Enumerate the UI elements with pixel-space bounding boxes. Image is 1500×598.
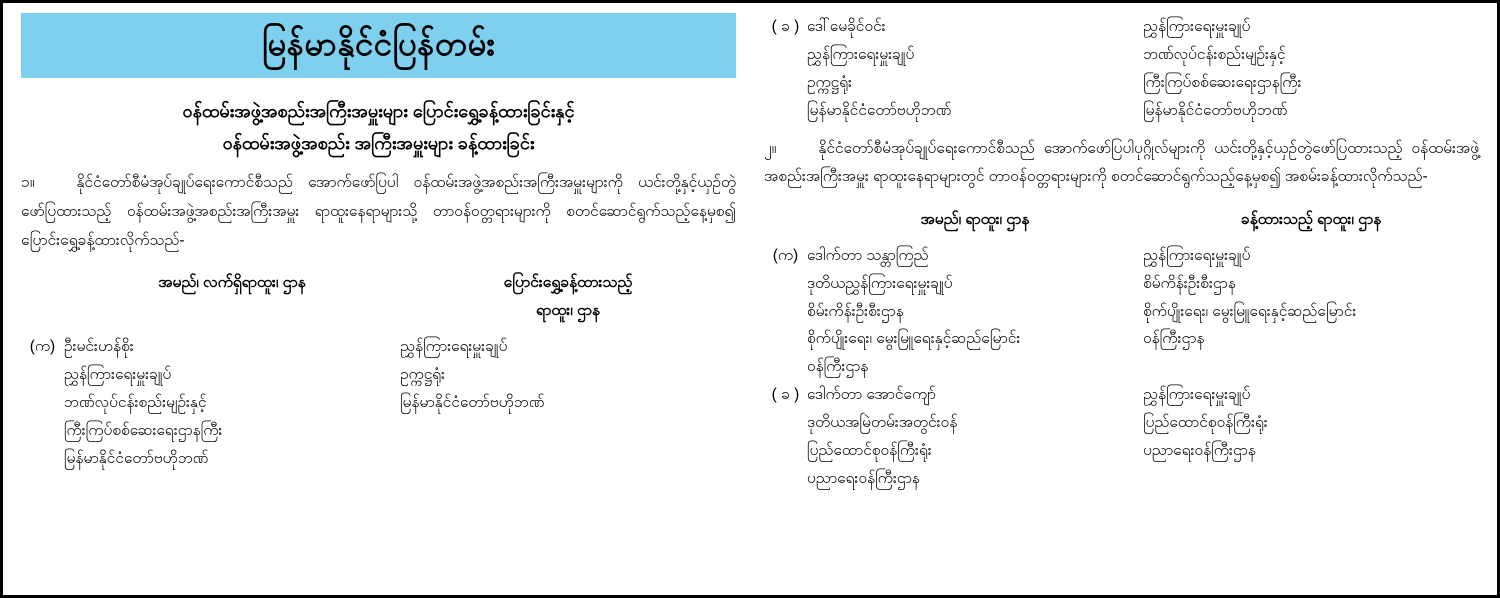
row-new-post (1143, 381, 1479, 493)
row-current-post (807, 13, 1143, 125)
row-current-line: ဥက္ကဋ္ဌရုံး (806, 73, 852, 91)
left-header-new-line-1: ပြောင်းရွှေ့ခန့်ထားသည့် (503, 274, 633, 292)
right-listing-table (764, 206, 1479, 493)
table-row (764, 242, 1479, 381)
row-current-line: ပညာရေးဝန်ကြီးဌာန (806, 469, 920, 487)
row-current-line: စိမ်းကိန်းဦးစီးဌာန (806, 302, 904, 320)
row-current-line: ညွှန်ကြားရေးမှူးချုပ် (63, 365, 172, 383)
paragraph-2-text: နိုင်ငံတော်စီမံအုပ်ချုပ်ရေးကောင်စီသည် အောက်ဖော်ပြပါပုဂ္ဂိုလ်များကို ယင်းတို့နှင့်ယှဉ်တွဲဖော်ပြထားသည့် ဝန်ထမ်းအဖွဲ့အစည်းအကြီးအမှူး ရာထူးနေရာများတွင် တာဝန်ဝတ္တရားများကို စတင်ဆောင်ရွက်သည့်နေ့မှစ၍ အစမ်းခန့်ထားလိုက်သည်- (764, 139, 1479, 186)
row-current-post (807, 381, 1143, 493)
row-new-line: စိမ်ကိန်းဦးစီးဌာန (1142, 274, 1236, 292)
title-banner (21, 13, 736, 78)
left-column (13, 9, 750, 589)
left-header-new-line-2: ရာထူး၊ ဌာန (536, 302, 600, 320)
right-header-label-cell (764, 206, 807, 242)
table-row (764, 381, 1479, 493)
paragraph-1 (21, 169, 736, 255)
document-subtitle (21, 96, 736, 159)
row-current-line: ဒေါက်တာ အောင်ကျော် (806, 386, 936, 404)
left-table-header-row (21, 269, 736, 333)
paragraph-2 (764, 135, 1479, 192)
table-row (764, 13, 1479, 125)
left-listing-table (21, 269, 736, 472)
row-current-line: ဦးမင်းဟန်စိုး (63, 338, 134, 356)
row-label: (က) (29, 338, 56, 356)
row-new-line: ဘဏ်လုပ်ငန်းစည်းမျဉ်းနှင့် (1142, 45, 1286, 63)
row-current-post (807, 242, 1143, 381)
row-current-line: စိုက်ပျိုးရေး၊ မွေးမြူရေးနှင့်ဆည်မြောင်း (806, 330, 1021, 348)
left-header-new (400, 269, 736, 333)
row-current-line: ညွှန်ကြားရေးမှူးချုပ် (806, 45, 915, 63)
two-column-layout (3, 3, 1497, 595)
row-new-line: ညွှန်ကြားရေးမှူးချုပ် (399, 338, 508, 356)
page-title: မြန်မာနိုင်ငံပြန်တမ်း (261, 25, 496, 62)
row-current-line: ဒုတိယညွှန်ကြားရေးမှူးချုပ် (806, 274, 953, 292)
row-current-line: မြန်မာနိုင်ငံတော်ဗဟိုဘဏ် (806, 101, 952, 119)
subtitle-line-2: ဝန်ထမ်းအဖွဲ့အစည်း အကြီးအမှူးများ ခန့်ထားခြင်း (222, 132, 535, 153)
row-new-line: မြန်မာနိုင်ငံတော်ဗဟိုဘဏ် (1142, 101, 1288, 119)
row-label: ( ခ ) (771, 18, 800, 35)
paragraph-2-number: ၂။ (764, 139, 777, 157)
row-new-line: ညွှန်ကြားရေးမှူးချုပ် (1142, 246, 1251, 264)
row-current-line: ဒေါ်မေခိုင်ဝင်း (806, 18, 886, 35)
row-current-line: ပြည်ထောင်စုဝန်ကြီးရုံး (806, 442, 932, 460)
subtitle-line-1: ဝန်ထမ်းအဖွဲ့အစည်းအကြီးအမှူးများ ပြောင်းရွှေ့ခန့်ထားခြင်းနှင့် (182, 101, 575, 122)
row-current-line: မြန်မာနိုင်ငံတော်ဗဟိုဘဏ် (63, 449, 209, 467)
paragraph-1-text: နိုင်ငံတော်စီမံအုပ်ချုပ်ရေးကောင်စီသည် အောက်ဖော်ပြပါ ဝန်ထမ်းအဖွဲ့အစည်းအကြီးအမှူးများကို ယင်းတို့နှင့်ယှဉ်တွဲဖော်ပြထားသည့် ဝန်ထမ်းအဖွဲ့အစည်းအကြီးအမှူး ရာထူးနေရာများသို့ တာဝန်ဝတ္တရားများကို စတင်ဆောင်ရွက်သည့်နေ့မှစ၍ ပြောင်းရွှေ့ခန့်ထားလိုက်သည်- (21, 174, 736, 249)
row-current-post (64, 333, 400, 472)
row-new-post (400, 333, 736, 472)
row-new-line: စိုက်ပျိုးရေး၊ မွေးမြူရေးနှင့်ဆည်မြောင်း (1142, 302, 1357, 320)
left-header-label-cell (21, 269, 64, 333)
row-label: (က) (772, 246, 799, 264)
row-current-line: ဒုတိယအမြဲတမ်းအတွင်းဝန် (806, 414, 958, 432)
left-header-current: အမည်၊ လက်ရှိရာထူး၊ ဌာန (158, 274, 306, 292)
row-new-line: ညွှန်ကြားရေးမှူးချုပ် (1142, 18, 1251, 35)
row-label: ( ခ ) (771, 386, 800, 404)
paragraph-1-number: ၁။ (21, 174, 35, 192)
row-new-line: ကြီးကြပ်စစ်ဆေးရေးဌာနကြီး (1142, 73, 1302, 91)
row-new-post (1143, 242, 1479, 381)
row-new-line: မြန်မာနိုင်ငံတော်ဗဟိုဘဏ် (399, 393, 545, 411)
right-table-header-row (764, 206, 1479, 242)
right-continued-table (764, 13, 1479, 125)
row-new-line: ညွှန်ကြားရေးမှူးချုပ် (1142, 386, 1251, 404)
right-header-new: ခန့်ထားသည့် ရာထူး၊ ဌာန (1240, 210, 1382, 228)
row-new-post (1143, 13, 1479, 125)
right-header-current: အမည်၊ ရာထူး၊ ဌာန (920, 210, 1030, 228)
row-new-line: ဝန်ကြီးဌာန (1142, 330, 1205, 348)
row-new-line: ဥက္ကဋ္ဌရုံး (399, 365, 445, 383)
row-current-line: ဒေါက်တာ သန္တာကြည် (806, 246, 929, 264)
right-column (750, 9, 1487, 589)
row-current-line: ဝန်ကြီးဌာန (806, 358, 869, 376)
row-new-line: ပညာရေးဝန်ကြီးဌာန (1142, 442, 1256, 460)
row-current-line: ကြီးကြပ်စစ်ဆေးရေးဌာနကြီး (63, 421, 223, 439)
row-new-line: ပြည်ထောင်စုဝန်ကြီးရုံး (1142, 414, 1268, 432)
table-row (21, 333, 736, 472)
row-current-line: ဘဏ်လုပ်ငန်းစည်းမျဉ်းနှင့် (63, 393, 207, 411)
